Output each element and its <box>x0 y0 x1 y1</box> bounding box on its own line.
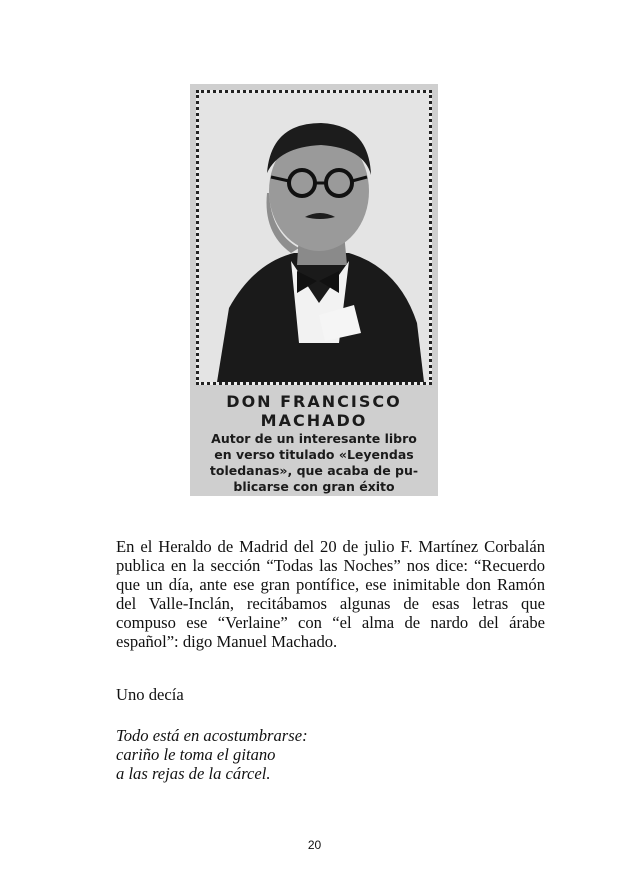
photo-frame <box>196 90 432 385</box>
caption-line: blicarse con gran éxito <box>233 479 395 494</box>
poem-line: a las rejas de la cárcel. <box>116 764 271 783</box>
caption-line: en verso titulado «Leyendas <box>214 447 414 462</box>
caption-line: Autor de un interesante libro <box>211 431 417 446</box>
poem-stanza <box>116 726 308 783</box>
photo-caption <box>190 392 438 494</box>
body-paragraph <box>116 537 545 651</box>
intro-line: Uno decía <box>116 685 184 704</box>
caption-line: toledanas», que acaba de pu- <box>209 463 419 478</box>
poem-line: Todo está en acostumbrarse: <box>116 726 308 745</box>
paragraph-text <box>116 537 545 651</box>
newspaper-clipping <box>190 84 438 496</box>
page-number: 20 <box>307 838 322 852</box>
caption-name: DON FRANCISCO <box>226 392 402 411</box>
portrait-photo <box>199 93 429 382</box>
paragraph-content: En el Heraldo de Madrid del 20 de julio F. Martínez Corbalán publica en la sección “Todas las Noches” nos dice: “Recuerdo que un día, ante ese gran pontífice, ese inimitable don Ramón del Valle-Inclán, recitábamos algunas de esas letras que compuso ese “Verlaine” con “el alma de nardo del árabe español”: digo Manuel Machado. <box>116 537 545 651</box>
poem-line: cariño le toma el gitano <box>116 745 276 764</box>
caption-surname: MACHADO <box>260 411 368 430</box>
